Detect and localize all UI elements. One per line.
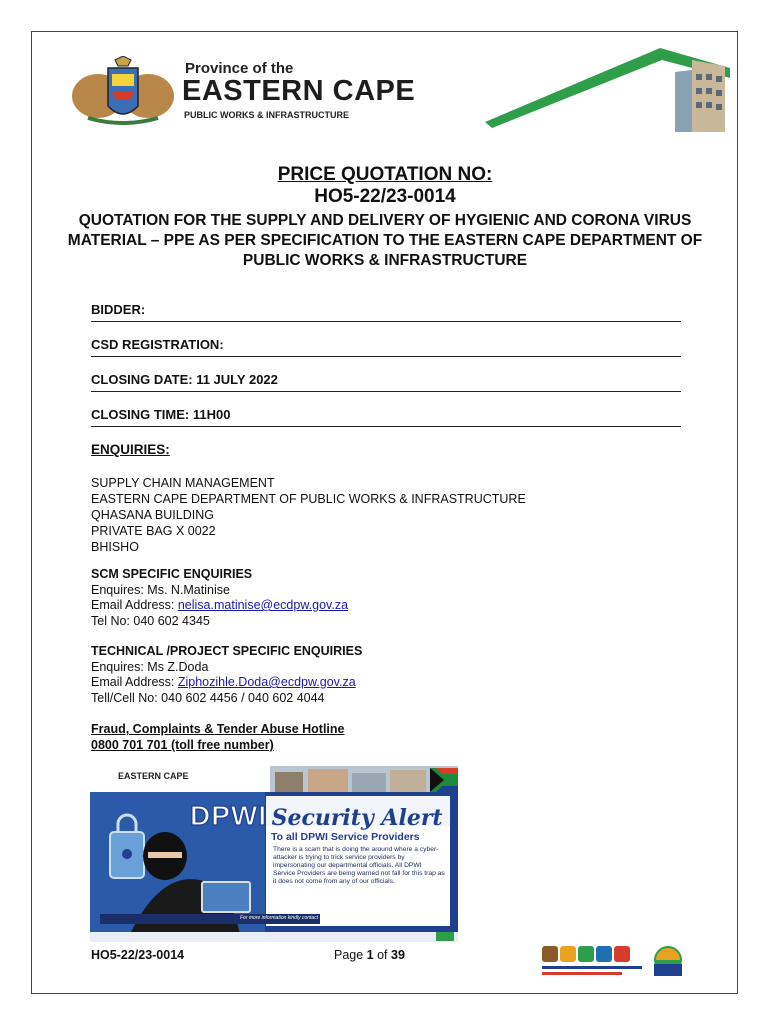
page-current: 1 [366,948,374,962]
banner-body: There is a scam that is doing the around where a cyber-attacker is trying to trick service providers by impersonating our departmental officials. All DPWI Service Providers are being warned not fall for this trap as it does not come from any of our officials. [273,846,445,885]
province-logo [68,56,428,126]
page-total: 39 [391,948,405,962]
banner-headline [190,800,443,832]
address-line: PRIVATE BAG X 0022 [91,524,216,538]
banner-subheading: To all DPWI Service Providers [271,831,420,843]
footer-reference: HO5-22/23-0014 [91,948,185,962]
banner-logo-text: EASTERN CAPE [118,771,189,781]
address-line: EASTERN CAPE DEPARTMENT OF PUBLIC WORKS & INFRASTRUCTURE [91,492,526,506]
technical-email-row [91,675,362,691]
address-block [91,475,526,555]
page-number [334,948,405,962]
technical-contact: Enquires: Ms Z.Doda [91,659,209,674]
title-block [60,164,710,271]
banner-footer: For more information kindly contact @ ictsecurity@ecdpw.gov.za [240,915,384,921]
logo-line3: PUBLIC WORKS & INFRASTRUCTURE [184,110,349,120]
closing-time-field: CLOSING TIME: 11H00 [91,407,681,427]
technical-tel: Tell/Cell No: 040 602 4456 / 040 602 4044 [91,690,325,705]
quotation-description: QUOTATION FOR THE SUPPLY AND DELIVERY OF HYGIENIC AND CORONA VIRUS MATERIAL – PPE AS PER SPECIFICATION TO THE EASTERN CAPE DEPARTMENT OF PUBLIC WORKS & INFRASTRUCTURE [67,212,703,269]
fraud-hotline-title: Fraud, Complaints & Tender Abuse Hotline [91,722,345,736]
scm-enquiries-block [91,567,348,629]
technical-email-label: Email Address: [91,675,178,689]
csd-registration-field[interactable]: CSD REGISTRATION: [91,337,681,357]
enquiries-heading: ENQUIRIES: [91,442,170,457]
green-roof-swoosh-graphic [480,40,730,140]
coat-of-arms-icon [68,56,178,126]
address-line: SUPPLY CHAIN MANAGEMENT [91,476,275,490]
quotation-title: PRICE QUOTATION NO: [277,164,493,185]
page-label: Page [334,948,367,962]
address-line: BHISHO [91,540,139,554]
page-of: of [373,948,391,962]
technical-enquiries-block [91,644,362,706]
banner-headline-dpwi: DPWI [190,800,268,831]
bidder-field[interactable]: BIDDER: [91,302,681,322]
quotation-number: HO5-22/23-0014 [314,186,456,207]
scm-contact: Enquires: Ms. N.Matinise [91,582,230,597]
banner-headline-alert: Security Alert [271,805,443,831]
scm-tel: Tel No: 040 602 4345 [91,613,210,628]
scm-email-label: Email Address: [91,598,178,612]
fraud-hotline [91,721,345,753]
scm-email-link[interactable]: nelisa.matinise@ecdpw.gov.za [177,598,349,612]
logo-line1: Province of the [185,60,294,77]
scm-email-row [91,598,348,614]
technical-email-link[interactable]: Ziphozihle.Doda@ecdpw.gov.za [177,675,356,689]
technical-heading: TECHNICAL /PROJECT SPECIFIC ENQUIRIES [91,644,363,658]
closing-date-field: CLOSING DATE: 11 JULY 2022 [91,372,681,392]
epwp-ndp-logo-icon [540,944,690,980]
logo-line2: EASTERN CAPE [182,75,416,107]
fraud-hotline-number: 0800 701 701 (toll free number) [91,738,274,752]
security-alert-banner [90,764,458,942]
scm-heading: SCM SPECIFIC ENQUIRIES [91,567,253,581]
address-line: QHASANA BUILDING [91,508,214,522]
